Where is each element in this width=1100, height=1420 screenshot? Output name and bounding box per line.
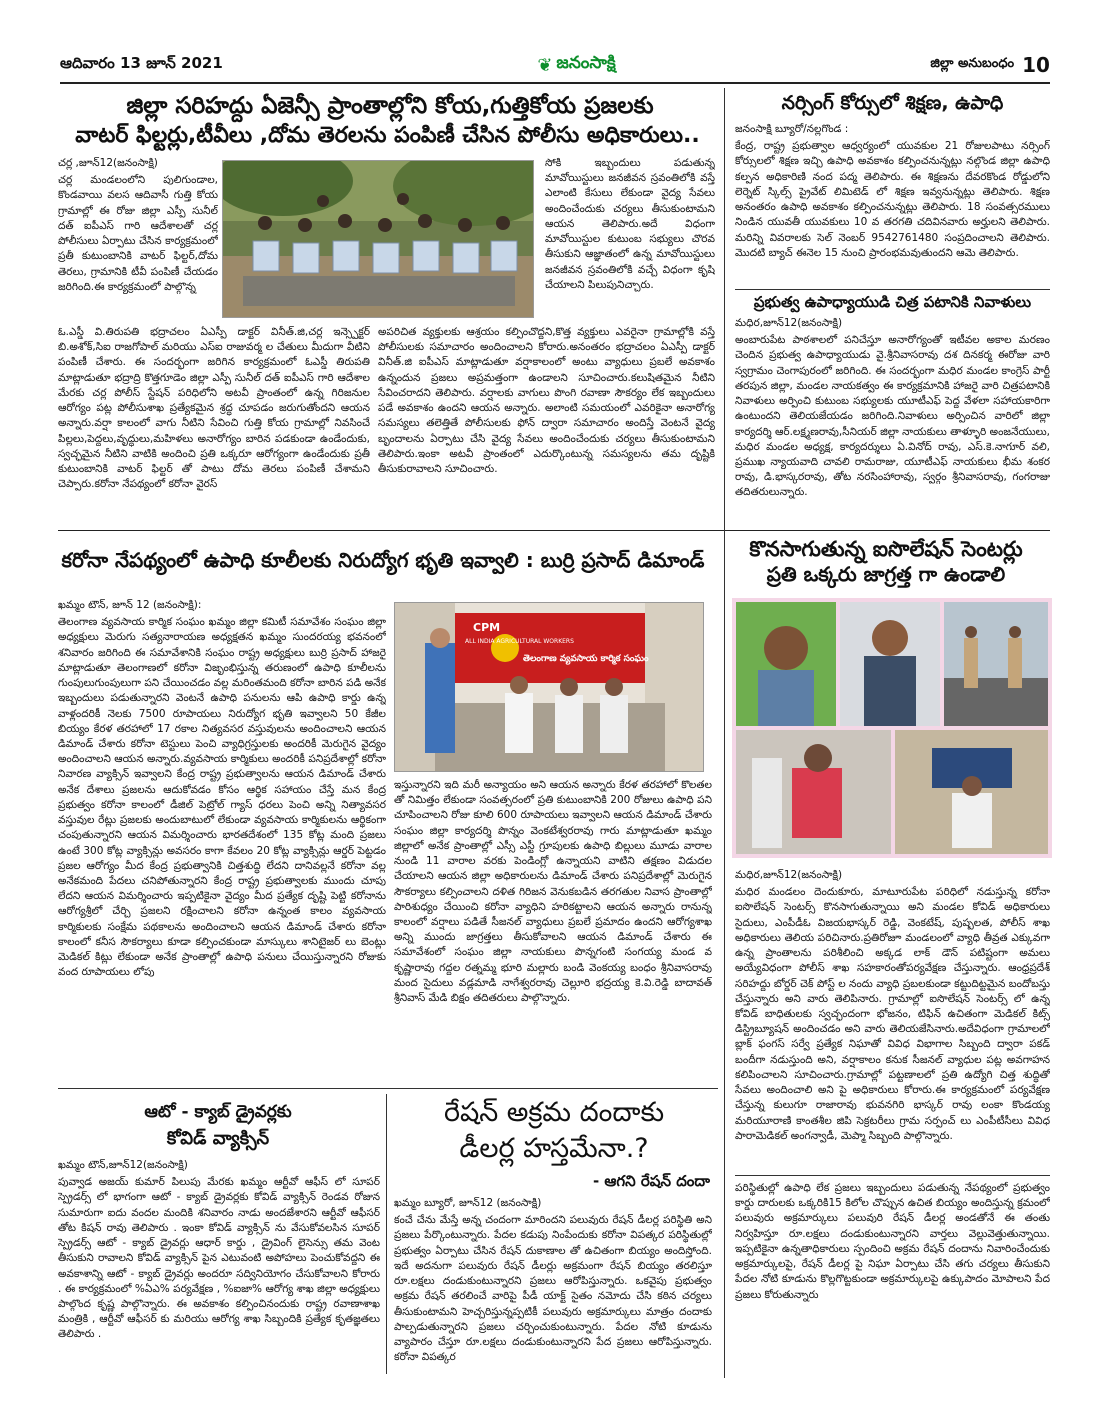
lead-article-col1: చర్ల ,జూన్12(జనంసాక్షి) చర్ల మండలంలోని పులిగుండాల, కొండవాయి వలస ఆదివాసీ గుత్తి కోయ గ్రామాల్లో ఈ రోజు జిల్లా ఎస్పీ సునీల్ దత్ ఐపీఎస్ గారి ఆదేశాలతో చర్ల పోలీసులు ఏర్పాటు చేసిన కార్యక్రమంలో ప్రతీ కుటుంబానికి వాటర్ ఫిల్టర్,దోమ తెరలు, గ్రామానికి టీవీ పంపిణీ చేయడం జరిగింది.ఈ కార్యక్రమంలో పాల్గొన్న [58, 157, 218, 293]
column-divider [724, 88, 725, 1378]
isolation-photo-collage [732, 598, 1052, 858]
issue-date: ఆదివారం 13 జూన్ 2021 [60, 54, 223, 72]
corona-headline: కరోనా నేపథ్యంలో ఉపాధి కూలీలకు నిరుద్యోగ భృతి ఇవ్వాలి : బుర్రి ప్రసాద్ డిమాండ్ [61, 548, 705, 572]
lead-article-col3-top: సోకి ఇబ్బందులు పడుతున్న మావోయిస్టులు జనజీవన స్రవంతిలోకి వస్తే ఎలాంటి కేసులు లేకుండా వైద్య సేవలు అందించేందుకు చర్యలు తీసుకుంటామని ఆయన తెలిపారు.అదే విధంగా మావోయిస్టుల కుటుంబ సభ్యులు చొరవ తీసుకుని ఆజ్ఞాతంలో ఉన్న మావోయిస్టులు జనజీవన స్రవంతిలోకి వచ్చే విధంగా కృషి చేయాలని పిలుపునిచ్చారు. [545, 157, 715, 291]
banner-org: ALL INDIA AGRICULTURAL WORKERS [465, 638, 574, 645]
cpm-meeting-photo [394, 602, 704, 772]
auto-headline-2: కోవిడ్ వ్యాక్సిన్ [166, 1128, 270, 1149]
lead-dateline: చర్ల ,జూన్12(జనంసాక్షి) [58, 157, 158, 169]
section-label: జిల్లా అనుబంధం 10 [930, 53, 1050, 77]
newspaper-logo: ❦ జనంసాక్షి [537, 53, 616, 76]
isolation-headline-1: కొనసాగుతున్న ఐసొలేషన్ సెంటర్లు [749, 537, 1023, 561]
lead-headline-1: జిల్లా సరిహద్దు ఏజెన్సీ ప్రాంతాల్లోని కోయ,గుత్తికోయ ప్రజలకు [126, 93, 654, 119]
masthead [60, 48, 1050, 84]
divider [735, 1175, 1050, 1176]
ration-article-continued: పరిస్థితుల్లో ఉపాధి లేక ప్రజలు ఇబ్బందులు పడుతున్న నేపథ్యంలో ప్రభుత్వం కార్డు దారులకు ఒక్కరికి15 కిలోల చొప్పున ఉచిత బియ్యం అందిస్తున్న క్రమంలో పలువురు అక్రమార్కులు పలువురి రేషన్ డీలర్ల అండతోనే ఈ తంతు నిర్వహిస్తూ రూ.లక్షలు దండుకుంటున్నారని వార్తలు వెల్లువెత్తుతున్నాయి. ఇప్పటికైనా ఉన్నతాధికారులు స్పందించి అక్రమ రేషన్ దందాను నివారించేందుకు అక్రమార్కులపై, రేషన్ డీలర్ల పై నిఘా ఏర్పాటు చేసి తగు చర్యలు తీసుకుని పేదల నోటి కూడును కొల్లగొట్టకుండా అక్రమార్కులపై ఉక్కుపాదం మోపాలని పేద ప్రజలు కోరుతున్నారు [735, 1182, 1050, 1301]
divider [58, 1088, 718, 1089]
auto-article: ఖమ్మం టౌన్,జూన్12(జనంసాక్షి) పువ్వాడ అజయ్ కుమార్ పిలుపు మేరకు ఖమ్మం ఆర్టీవో ఆఫీస్ లో సూపర్ స్ప్రెడర్స్ లో భాగంగా ఆటో - క్యాబ్ డ్రైవర్లకు కోవిడ్ వ్యాక్సిన్ రెండవ రోజున సుమారుగా ఐదు వందల మందికి శనివారం నాడు అందజేశారని ఆర్టీవో ఆఫీసర్ తోట కిషన్ రావు తెలిపారు . ఇంకా కోవిడ్ వ్యాక్సిన్ ను వేసుకోవలసిన సూపర్ స్ప్రెడర్స్ ఆటో - క్యాబ్ డ్రైవర్లు ఆధార్ కార్డు , డ్రైవింగ్ లైసెన్సు తమ వెంట తీసుకుని రావాలని కోవిడ్ వ్యాక్సిన్ పైన ఎటువంటి అపోహలు పెంచుకోవద్దని ఈ అవకాశాన్ని ఆటో - క్యాబ్ డ్రైవర్లు అందరూ సద్వినియోగం చేసుకోవాలని కోరారు . ఈ కార్యక్రమంలో %ఏఎ% పర్యవేక్షణ , %ఐజా% ఆరోగ్య శాఖ జిల్లా అధ్యక్షులు పాల్గొంద కృష్ణ పాల్గొన్నారు. ఈ అవకాశం కల్పించినందుకు రాష్ట్ర రవాణాశాఖ మంత్రికి , ఆర్టీవో ఆఫీసర్ కు మరియు ఆరోగ్య శాఖ సిబ్బందికి ప్రత్యేక కృతజ్ఞతలు తెలిపారు . [58, 1159, 380, 1341]
police-distribution-photo [222, 160, 534, 318]
banner-party: CPM [473, 621, 501, 634]
page-number: 10 [1022, 53, 1050, 77]
ration-subhead: - ఆగని రేషన్ దందా [592, 1172, 710, 1190]
auto-headline-1: ఆటో - క్యాబ్ డ్రైవర్లకు [144, 1102, 292, 1122]
lead-headline-2: వాటర్ ఫిల్టర్లు,టీవీలు ,దోమ తెరలను పంపిణీ చేసిన పోలీసు అధికారులు.. [75, 123, 700, 148]
column-divider [386, 1094, 387, 1374]
leaf-icon: ❦ [537, 54, 553, 76]
banner-telugu: తెలంగాణ వ్యవసాయ కార్మిక సంఘం [523, 654, 649, 664]
lead-article-col2: ఓ.ఎస్డీ వి.తిరుపతి భద్రాచలం ఏఎస్పీ డాక్టర్ వినీత్.జి,చర్ల ఇన్స్పెక్టర్ బి.అశోక్,సిఐ రాజగోపాల్ మరియు ఎస్ఐ రాజువర్మ ల చేతులు మీదుగా వీటిని పంపిణీ చేశారు. ఈ సందర్భంగా జరిగిన కార్యక్రమంలో ఓఎస్డీ తిరుపతి మాట్లాడుతూ భద్రాద్రి కొత్తగూడెం జిల్లా ఎస్పీ సునీల్ దత్ ఐపీఎస్ గారి ఆదేశాల మేరకు చర్ల పోలీస్ స్టేషన్ పరిధిలోని అటవీ ప్రాంతంలో ఉన్న గిరిజనుల ఆరోగ్యం పట్ల పోలీసుశాఖ ప్రత్యేకమైన శ్రద్ధ చూపడం జరుగుతోందని ఆయన అన్నారు.వర్షా కాలంలో వాగు నీటిని సేవించి గుత్తి కోయ గ్రామాల్లో నివసించే పిల్లలు,పెద్దలు,వృద్ధులు,మహిళలు అనారోగ్యం బారిన పడకుండా ఉండేందుకు, స్వచ్ఛమైన నీటిని వాటికి అందించి ప్రతి ఒక్కరూ ఆరోగ్యంగా ఉండేందుకు ప్రతీ కుటుంబానికి వాటర్ ఫిల్టర్ తో పాటు దోమ తెరలు పంపిణీ చేశామని చెప్పారు.కరోనా నేపథ్యంలో కరోనా వైరస్ [58, 326, 370, 491]
ration-headline-2: డీలర్ల హస్తమేనా.? [459, 1133, 649, 1164]
isolation-article: మధిర,జూన్12(జనంసాక్షి) మధిర మండలం దెందుకూరు, మాటూరుపేట పరిధిలో నడుస్తున్న కరోనా ఐసొలేషన్ సెంటర్స్ కొనసాగుతున్నాయి అని మండల కోవిడ్ అధికారులు సైదులు, ఎంపీడీఓ విజయభాస్కర్ రెడ్డి, వెంకటేష్, పుష్పలత, పోలీస్ శాఖ అధికారులు తెలియ పరిచినారు.ప్రతిరోజూ మండలంలో వ్యాధి తీవ్రత ఎక్కువగా ఉన్న ప్రాంతాలను పరిశీలించి అక్కడ లాక్ డౌన్ పటిష్టంగా అమలు అయ్యేవిధంగా పోలీస్ శాఖ సహకారంతోపర్యవేక్షణ చేస్తున్నారు. ఆంధ్రప్రదేశ్ సరిహద్దు బోర్డర్ చెక్ పోస్ట్ ల నందు వ్యాధి ప్రబలకుండా కట్టుదిట్టమైన బందోబస్తు చేస్తున్నారు అని వారు తెలిపినారు. గ్రామాల్లో ఐసొలేషన్ సెంటర్స్ లో ఉన్న కోవిడ్ బాధితులకు స్వచ్ఛందంగా భోజనం, టిఫిన్ ఉచితంగా మెడికల్ కిట్స్ డిస్ట్రిబ్యూషన్ అందించడం అని వారు తెలియజేసినారు.అదేవిధంగా గ్రామాలలో బ్లాక్ ఫంగస్ సర్వే ప్రత్యేక నిఘాతో వివిధ విభాగాల సిబ్బంది ద్వారా పకడ్ బందీగా నడుస్తుంది అని, వర్షాకాలం కనుక సీజనల్ వ్యాధుల పట్ల అవగాహన కలిపించాలని సూచించారు.గ్రామాల్లో పట్టణాలలో ప్రతి ఉద్యోగి చిత్త శుద్ధితో సేవలు అందించాలి అని పై అధికారులు కోరారు.ఈ కార్యక్రమంలో పర్యవేక్షణ చేస్తున్న కులుగూ రాజారావు భువనగిరి భాస్కర్ రావు లంకా కొండయ్య మరియూరాణి కాంతశీల జిపి సెక్రటరీలు గ్రామ సర్పంచ్ లు ఎంపీటీసీలు వివిధ పారామెడికల్ అంగన్వాడీ, మెప్మా సిబ్బంది పాల్గొన్నారు. [735, 869, 1050, 1142]
ration-headline-1: రేషన్ అక్రమ దందాకు [443, 1097, 665, 1128]
nursing-headline: నర్సింగ్ కోర్సులో శిక్షణ, ఉపాధి [781, 92, 1004, 114]
divider [58, 530, 1050, 531]
lead-article-col3: అపరిచిత వ్యక్తులకు ఆశ్రయం కల్పించొద్దని,కొత్త వ్యక్తులు ఎవరైనా గ్రామాల్లోకి వస్తే పోలీసులకు సమాచారం అందించాలని కోరారు.అనంతరం భద్రాచలం ఏఎస్పీ డాక్టర్ వినీత్.జి ఐపీఎస్ మాట్లాడుతూ వర్షాకాలంలో అంటు వ్యాధులు ప్రబలే అవకాశం ఉన్నందున ప్రజలు అప్రమత్తంగా ఉండాలని సూచించారు.కలుషితమైన నీటిని సేవించరాదని తెలిపారు. వర్షాలకు వాగులు పొంగి రవాణా సౌకర్యం లేక ఇబ్బందులు పడే అవకాశం ఉందని ఆయన అన్నారు. అలాంటి సమయంలో ఎవరికైనా అనారోగ్య సమస్యలు తలెత్తితే పోలీసులకు ఫోన్ ద్వారా సమాచారం అందిస్తే వెంటనే వైద్య బృందాలను ఏర్పాటు చేసి వైద్య సేవలు అందించేందుకు చర్యలు తీసుకుంటామని తెలిపారు.ఇంకా అటవీ ప్రాంతంలో ఎదుర్కొంటున్న సమస్యలను తమ దృష్టికి తీసుకురావాలని సూచించారు. [378, 326, 715, 475]
divider [735, 289, 1050, 290]
isolation-headline-2: ప్రతి ఒక్కరు జాగ్రత్త గా ఉండాలి [766, 562, 1006, 586]
teacher-article: మధిర,జూన్12(జనంసాక్షి) అంబారుపేట పాఠశాలలో పనిచేస్తూ అనారోగ్యంతో ఇటీవల అకాల మరణం చెందిన ప్రభుత్వ ఉపాధ్యాయుడు వై.శ్రీనివాసరావు దశ దినకర్మ ఈరోజు వారి స్వగ్రామం చెంగాపురంలో జరిగింది. ఈ సందర్భంగా మధిర మండల కాంగ్రెస్ పార్టీ తరపున జిల్లా, మండల నాయకత్వం ఈ కార్యక్రమానికి హాజరై వారి చిత్రపటానికి నివాళులు అర్పించి కుటుంబ సభ్యులకు యూటీఎఫ్ పెద్ద వేళలా సహాయకారిగా ఉంటుందని తెలియజేయడం జరిగింది.నివాళులు అర్పించిన వారిలో జిల్లా కార్యదర్శి ఆర్.లక్ష్మణరావు,సీనియర్ జిల్లా నాయకులు తాళ్ళూరి అంజనేయులు, మధిర మండల అధ్యక్ష, కార్యదర్శులు ఏ.వినోద్ రావు, ఎస్.కె.నాగూర్ వలి, ప్రముఖ న్యాయవాది చావలి రామరాజు, యూటీఎఫ్ నాయకులు భీమ శంకర రావు, డి.భాస్కరరావు, తోట నరసింహారావు, స్వర్గం శ్రీనివాసరావు, గంగరాజు తదితరులున్నారు. [735, 317, 1050, 499]
ration-article: ఖమ్మం బ్యూరో, జూన్12 (జనంసాక్షి) కంచే చేను మేస్తే అన్న చందంగా మారిందని పలువురు రేషన్ డీలర్ల పరిస్థితి అని ప్రజలు పేర్కొంటున్నారు. పేదల కడుపు నింపేందుకు కరోనా విపత్కర పరిస్థితుల్లో ప్రభుత్వం ఏర్పాటు చేసిన రేషన్ దుకాణాల తో ఉచితంగా బియ్యం అందిస్తోంది. ఇదే అదనుగా పలువురు రేషన్ డీలర్లు అక్రమంగా రేషన్ బియ్యం తరలిస్తూ రూ.లక్షలు దండుకుంటున్నారని ప్రజలు ఆరోపిస్తున్నారు. ఒకవైపు ప్రభుత్వం అక్రమ రేషన్ తరలించే వారిపై పీడీ యాక్ట్ సైతం నమోదు చేసి కఠిన చర్యలు తీసుకుంటామని హెచ్చరిస్తున్నప్పటికీ పలువురు అక్రమార్కులు మాత్రం దందాకు పాల్పడుతున్నారని ప్రజలు చర్చించుకుంటున్నారు. పేదల నోటి కూడును వ్యాపారం చేస్తూ రూ.లక్షలు దండుకుంటున్నారని పేద ప్రజలు ఆరోపిస్తున్నారు. కరోనా విపత్కర [394, 1197, 712, 1364]
teacher-headline: ప్రభుత్వ ఉపాధ్యాయుడి చిత్ర పటానికి నివాళులు [753, 293, 1032, 311]
nursing-article: జనంసాక్షి బ్యూరో/నల్లగొండ : కేంద్ర, రాష్ట్ర ప్రభుత్వాల ఆధ్వర్యంలో యువకుల 21 రోజులపాటు నర్సింగ్ కోర్సులలో శిక్షణ ఇచ్చి ఉపాధి అవకాశం కల్పించనున్నట్లు నల్గొండ జిల్లా ఉపాధి కల్పన అధికారిణి నంద పద్మ తెలిపారు. ఈ శిక్షణను దేవరకొండ రోడ్డులోని లెర్నెట్ స్కిల్స్ ప్రైవేట్ లిమిటెడ్ లో శిక్షణ ఇవ్వనున్నట్లు తెలిపారు. శిక్షణ అనంతరం ఉపాధి అవకాశం కల్పించనున్నట్లు తెలిపారు. 18 సంవత్సరములు నిండిన యువతీ యువకులు 10 వ తరగతి చదివినవారు అర్హులని తెలిపారు. మరిన్ని వివరాలకు సెల్ నెంబర్ 9542761480 సంప్రదించాలని తెలిపారు. మొదటి బ్యాచ్ ఈనెల 15 నుంచి ప్రారంభమవుతుందని ఆమె తెలిపారు. [735, 123, 1050, 259]
corona-article-col2: ఇస్తున్నారని ఇది మరీ అన్యాయం అని ఆయన అన్నారు కేరళ తరహాలో కొలతల తో నిమిత్తం లేకుండా సంవత్సరంలో ప్రతి కుటుంబానికి 200 రోజులు ఉపాధి పని చూపించాలని రోజు కూలి 600 రూపాయలు ఇవ్వాలని ఆయన డిమాండ్ చేశారు సంఘం జిల్లా కార్యదర్శి పొన్నం వెంకటేశ్వరరావు గారు మాట్లాడుతూ ఖమ్మం జిల్లాలో అనేక ప్రాంతాల్లో ఎస్సీ ఎస్టీ గ్రూపులకు ఉపాధి బిల్లులు మూడు వారాల నుండి 11 వారాల వరకు పెండింగ్లో ఉన్నాయని వాటిని తక్షణం విడుదల చేయాలని ఆయన జిల్లా అధికారులను డిమాండ్ చేశారు పనిప్రదేశాల్లో మెరుగైన సౌకర్యాలు కల్పించాలని దళిత గిరిజన వెనుకబడిన తరగతుల నివాస ప్రాంతాల్లో పారిశుధ్యం చేయించి కరోనా వ్యాధిని హరికట్టాలని ఆయన అన్నారు రానున్న కాలంలో వర్షాలు పడితే సీజనల్ వ్యాధులు ప్రబలే ప్రమాదం ఉందని ఆరోగ్యశాఖ అన్ని ముందు జాగ్రత్తలు తీసుకోవాలని ఆయన డిమాండ్ చేశారు ఈ సమావేశంలో సంఘం జిల్లా నాయకులు పొన్నగంటి సంగయ్య మండ వ కృష్ణారావు గద్దల రత్నమ్మ భూరి మల్లారు బండి వెంకయ్య బంధం శ్రీనివాసరావు మంద సైదులు వడ్లమాడి నాగేశ్వరరావు చెల్లూరి భద్రయ్య కె.వి.రెడ్డి బాదావత్ శ్రీనివాస్ మేడి బిక్షం తదితరులు పాల్గొన్నారు. [394, 779, 712, 1005]
corona-article-col1: ఖమ్మం టౌన్, జూన్ 12 (జనంసాక్షి): తెలంగాణ వ్యవసాయ కార్మిక సంఘం ఖమ్మం జిల్లా కమిటీ సమావేశం సంఘం జిల్లా అధ్యక్షులు మెరుగు సత్యనారాయణ అధ్యక్షతన ఖమ్మం సుందరయ్య భవనంలో శనివారం జరిగింది ఈ సమావేశానికి సంఘం రాష్ట్ర అధ్యక్షులు బుర్రి ప్రసాద్ హాజరై మాట్లాడుతూ తెలంగాణలో కరోనా విజృంభిస్తున్న తరుణంలో ఉపాధి కూలీలను గుంపులుగుంపులుగా పని చేయించడం వల్ల మరింతమంది కరోనా బారిన పడి అనేక ఇబ్బందులు పడుతున్నారని వెంటనే ఉపాధి పనులను ఆపి ఉపాధి కార్డు ఉన్న వాళ్లందరికీ నెలకు 7500 రూపాయలు నిరుద్యోగ భృతి ఇవ్వాలని 50 కేజీల బియ్యం కేరళ తరహాలో 17 రకాల నిత్యవసర వస్తువులను అందించాలని ఆయన డిమాండ్ చేశారు కరోనా టెస్టులు పెంచి వ్యాధిగ్రస్తులకు అందరికీ మెరుగైన వైద్యం అందించాలని ఆయన అన్నారు.వ్యవసాయ కార్మికులు అందరికీ పనిప్రదేశాల్లో కరోనా నివారణ వ్యాక్సిన్ ఇవ్వాలని కేంద్ర రాష్ట్ర ప్రభుత్వాలను ఆయన డిమాండ్ చేశారు అనేక దేశాలు ప్రజలను ఆదుకోవడం కోసం ఆర్థిక సహాయం చేస్తే మన కేంద్ర ప్రభుత్వం కరోనా కాలంలో డీజిల్ పెట్రోల్ గ్యాస్ ధరలు పెంచి అన్ని నిత్యావసర వస్తువుల రేట్లు ప్రజలకు అందుబాటులో లేకుండా వ్యవసాయ కార్మికులను ఆర్థికంగా చంపుతున్నారని ఆయన విమర్శించారు భారతదేశంలో 135 కోట్ల మంది ప్రజలు ఉంటే 300 కోట్ల వ్యాక్సిన్లు అవసరం కాగా కేవలం 20 కోట్ల వ్యాక్సిన్లు ఆర్డర్ పెట్టడం ప్రజల ఆరోగ్యం మీద కేంద్ర ప్రభుత్వానికి చిత్తశుద్ధి లేదని దానివల్లనే కరోనా వల్ల అనేకమంది పేదలు చనిపోతున్నారని కేంద్ర రాష్ట్ర ప్రభుత్వాలకు ముందు చూపు లేదని ఆయన విమర్శించారు ఇప్పటికైనా వైద్యం మీద ప్రత్యేక దృష్టి పెట్టి కరోనాను ఆరోగ్యశ్రీలో చేర్చి ప్రజలని రక్షించాలని కరోనా ఉన్నంత కాలం వ్యవసాయ కార్మికులకు సంక్షేమ పథకాలను అందించాలని ఆయన డిమాండ్ చేశారు కరోనా కాలంలో కనీస సౌకర్యాలు కూడా కల్పించకుండా మాస్కులు శానిటైజర్ లు బెంట్లు మెడికల్ కిట్లు లేకుండా అనేక ప్రాంతాల్లో ఉపాధి పనులు చేయిస్తున్నారని రోజుకు వంద రూపాయలు లోపు [58, 599, 386, 979]
